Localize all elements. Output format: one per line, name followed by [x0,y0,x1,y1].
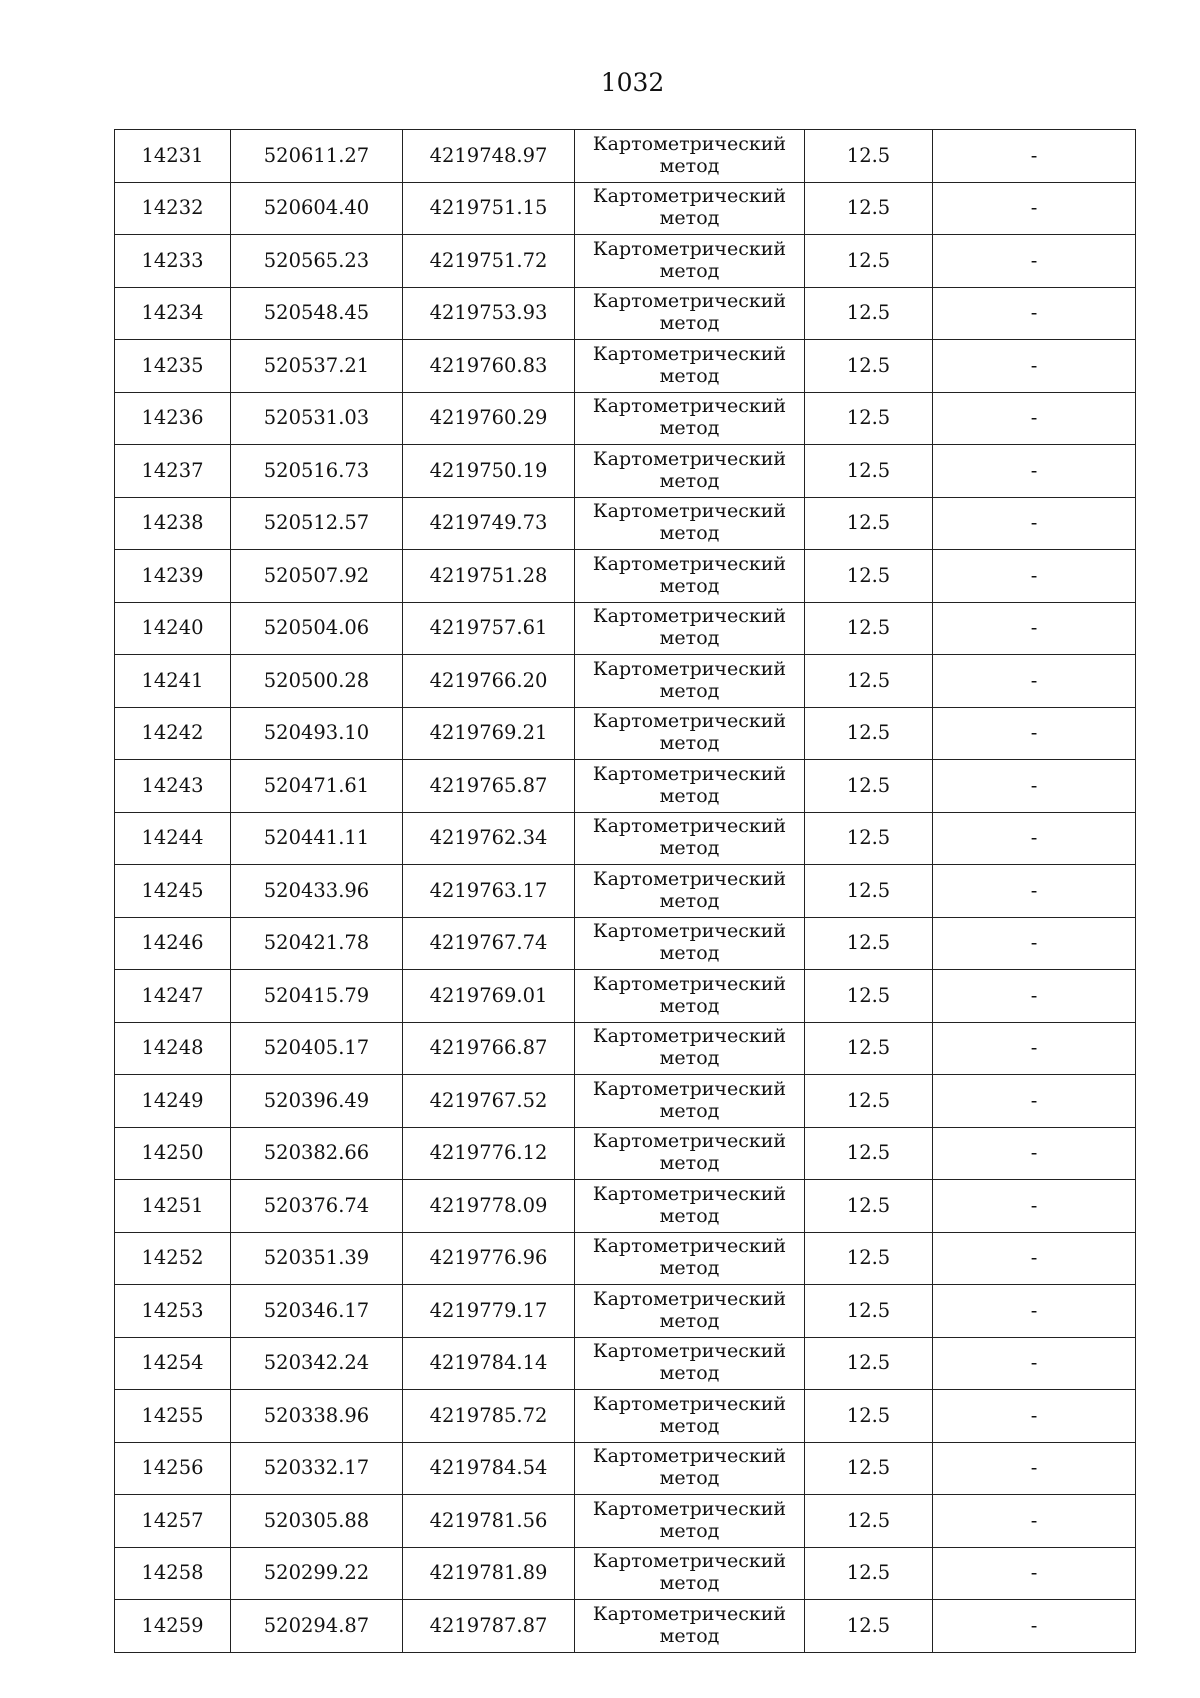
note-cell: - [933,707,1136,760]
point-number-cell: 14253 [115,1285,231,1338]
note-cell: - [933,287,1136,340]
x-coordinate-cell: 520500.28 [231,655,403,708]
note-cell: - [933,1127,1136,1180]
point-number-cell: 14259 [115,1600,231,1653]
precision-cell: 12.5 [805,1495,933,1548]
x-coordinate-cell: 520604.40 [231,182,403,235]
note-cell: - [933,1442,1136,1495]
method-cell: Картометрический метод [575,497,805,550]
method-cell: Картометрический метод [575,707,805,760]
y-coordinate-cell: 4219760.83 [403,340,575,393]
method-cell: Картометрический метод [575,917,805,970]
y-coordinate-cell: 4219781.89 [403,1547,575,1600]
table-row [115,340,1136,393]
note-cell: - [933,812,1136,865]
table-row [115,1127,1136,1180]
table-row [115,445,1136,498]
point-number-cell: 14234 [115,287,231,340]
table-row [115,812,1136,865]
method-cell: Картометрический метод [575,602,805,655]
point-number-cell: 14255 [115,1390,231,1443]
point-number-cell: 14232 [115,182,231,235]
table-row [115,1285,1136,1338]
y-coordinate-cell: 4219762.34 [403,812,575,865]
precision-cell: 12.5 [805,865,933,918]
x-coordinate-cell: 520299.22 [231,1547,403,1600]
method-cell: Картометрический метод [575,865,805,918]
table-row [115,865,1136,918]
precision-cell: 12.5 [805,917,933,970]
y-coordinate-cell: 4219749.73 [403,497,575,550]
point-number-cell: 14237 [115,445,231,498]
point-number-cell: 14242 [115,707,231,760]
table-row [115,550,1136,603]
method-cell: Картометрический метод [575,1022,805,1075]
table-row [115,182,1136,235]
coordinates-table-body [115,130,1136,1653]
method-cell: Картометрический метод [575,970,805,1023]
note-cell: - [933,1495,1136,1548]
method-cell: Картометрический метод [575,1127,805,1180]
precision-cell: 12.5 [805,602,933,655]
table-row [115,497,1136,550]
point-number-cell: 14249 [115,1075,231,1128]
y-coordinate-cell: 4219784.14 [403,1337,575,1390]
x-coordinate-cell: 520405.17 [231,1022,403,1075]
y-coordinate-cell: 4219766.20 [403,655,575,708]
table-row [115,1600,1136,1653]
point-number-cell: 14248 [115,1022,231,1075]
method-cell: Картометрический метод [575,1390,805,1443]
table-row [115,1390,1136,1443]
precision-cell: 12.5 [805,1547,933,1600]
x-coordinate-cell: 520376.74 [231,1180,403,1233]
table-row [115,707,1136,760]
y-coordinate-cell: 4219767.74 [403,917,575,970]
x-coordinate-cell: 520305.88 [231,1495,403,1548]
precision-cell: 12.5 [805,1180,933,1233]
method-cell: Картометрический метод [575,130,805,183]
point-number-cell: 14236 [115,392,231,445]
y-coordinate-cell: 4219763.17 [403,865,575,918]
y-coordinate-cell: 4219751.28 [403,550,575,603]
precision-cell: 12.5 [805,235,933,288]
point-number-cell: 14231 [115,130,231,183]
y-coordinate-cell: 4219778.09 [403,1180,575,1233]
y-coordinate-cell: 4219765.87 [403,760,575,813]
precision-cell: 12.5 [805,1442,933,1495]
x-coordinate-cell: 520346.17 [231,1285,403,1338]
precision-cell: 12.5 [805,287,933,340]
note-cell: - [933,1022,1136,1075]
method-cell: Картометрический метод [575,1600,805,1653]
precision-cell: 12.5 [805,130,933,183]
y-coordinate-cell: 4219787.87 [403,1600,575,1653]
table-row [115,287,1136,340]
x-coordinate-cell: 520396.49 [231,1075,403,1128]
x-coordinate-cell: 520516.73 [231,445,403,498]
page-number: 1032 [600,68,665,97]
point-number-cell: 14246 [115,917,231,970]
method-cell: Картометрический метод [575,1337,805,1390]
table-row [115,1075,1136,1128]
precision-cell: 12.5 [805,1075,933,1128]
x-coordinate-cell: 520342.24 [231,1337,403,1390]
table-row [115,392,1136,445]
table-row [115,602,1136,655]
precision-cell: 12.5 [805,340,933,393]
y-coordinate-cell: 4219751.72 [403,235,575,288]
method-cell: Картометрический метод [575,1285,805,1338]
point-number-cell: 14250 [115,1127,231,1180]
x-coordinate-cell: 520433.96 [231,865,403,918]
point-number-cell: 14252 [115,1232,231,1285]
y-coordinate-cell: 4219751.15 [403,182,575,235]
point-number-cell: 14238 [115,497,231,550]
method-cell: Картометрический метод [575,1180,805,1233]
y-coordinate-cell: 4219776.96 [403,1232,575,1285]
x-coordinate-cell: 520531.03 [231,392,403,445]
note-cell: - [933,1180,1136,1233]
x-coordinate-cell: 520512.57 [231,497,403,550]
y-coordinate-cell: 4219779.17 [403,1285,575,1338]
table-row [115,655,1136,708]
method-cell: Картометрический метод [575,340,805,393]
y-coordinate-cell: 4219750.19 [403,445,575,498]
x-coordinate-cell: 520382.66 [231,1127,403,1180]
method-cell: Картометрический метод [575,235,805,288]
x-coordinate-cell: 520504.06 [231,602,403,655]
x-coordinate-cell: 520421.78 [231,917,403,970]
precision-cell: 12.5 [805,760,933,813]
note-cell: - [933,970,1136,1023]
method-cell: Картометрический метод [575,287,805,340]
x-coordinate-cell: 520493.10 [231,707,403,760]
method-cell: Картометрический метод [575,392,805,445]
precision-cell: 12.5 [805,392,933,445]
y-coordinate-cell: 4219766.87 [403,1022,575,1075]
method-cell: Картометрический метод [575,1075,805,1128]
note-cell: - [933,445,1136,498]
table-row [115,917,1136,970]
note-cell: - [933,235,1136,288]
note-cell: - [933,1390,1136,1443]
method-cell: Картометрический метод [575,1547,805,1600]
x-coordinate-cell: 520537.21 [231,340,403,393]
y-coordinate-cell: 4219784.54 [403,1442,575,1495]
point-number-cell: 14258 [115,1547,231,1600]
table-row [115,1180,1136,1233]
note-cell: - [933,1600,1136,1653]
table-row [115,1337,1136,1390]
x-coordinate-cell: 520471.61 [231,760,403,813]
point-number-cell: 14247 [115,970,231,1023]
note-cell: - [933,865,1136,918]
x-coordinate-cell: 520294.87 [231,1600,403,1653]
note-cell: - [933,392,1136,445]
note-cell: - [933,1075,1136,1128]
note-cell: - [933,130,1136,183]
note-cell: - [933,1285,1136,1338]
point-number-cell: 14254 [115,1337,231,1390]
y-coordinate-cell: 4219753.93 [403,287,575,340]
precision-cell: 12.5 [805,1022,933,1075]
point-number-cell: 14240 [115,602,231,655]
point-number-cell: 14256 [115,1442,231,1495]
y-coordinate-cell: 4219776.12 [403,1127,575,1180]
method-cell: Картометрический метод [575,550,805,603]
table-row [115,1022,1136,1075]
precision-cell: 12.5 [805,970,933,1023]
precision-cell: 12.5 [805,655,933,708]
point-number-cell: 14239 [115,550,231,603]
note-cell: - [933,340,1136,393]
note-cell: - [933,655,1136,708]
point-number-cell: 14235 [115,340,231,393]
y-coordinate-cell: 4219748.97 [403,130,575,183]
x-coordinate-cell: 520338.96 [231,1390,403,1443]
y-coordinate-cell: 4219767.52 [403,1075,575,1128]
y-coordinate-cell: 4219760.29 [403,392,575,445]
precision-cell: 12.5 [805,707,933,760]
table-row [115,1495,1136,1548]
precision-cell: 12.5 [805,1390,933,1443]
precision-cell: 12.5 [805,1232,933,1285]
method-cell: Картометрический метод [575,445,805,498]
precision-cell: 12.5 [805,1285,933,1338]
table-row [115,1232,1136,1285]
note-cell: - [933,497,1136,550]
precision-cell: 12.5 [805,1600,933,1653]
point-number-cell: 14244 [115,812,231,865]
precision-cell: 12.5 [805,812,933,865]
precision-cell: 12.5 [805,1337,933,1390]
precision-cell: 12.5 [805,550,933,603]
y-coordinate-cell: 4219769.01 [403,970,575,1023]
point-number-cell: 14233 [115,235,231,288]
y-coordinate-cell: 4219757.61 [403,602,575,655]
note-cell: - [933,550,1136,603]
method-cell: Картометрический метод [575,655,805,708]
method-cell: Картометрический метод [575,1232,805,1285]
method-cell: Картометрический метод [575,760,805,813]
table-row [115,235,1136,288]
x-coordinate-cell: 520565.23 [231,235,403,288]
precision-cell: 12.5 [805,1127,933,1180]
precision-cell: 12.5 [805,497,933,550]
method-cell: Картометрический метод [575,812,805,865]
point-number-cell: 14251 [115,1180,231,1233]
method-cell: Картометрический метод [575,1495,805,1548]
x-coordinate-cell: 520332.17 [231,1442,403,1495]
coordinates-table [114,129,1136,1653]
table-row [115,1442,1136,1495]
x-coordinate-cell: 520548.45 [231,287,403,340]
precision-cell: 12.5 [805,182,933,235]
point-number-cell: 14245 [115,865,231,918]
point-number-cell: 14241 [115,655,231,708]
note-cell: - [933,1547,1136,1600]
y-coordinate-cell: 4219769.21 [403,707,575,760]
x-coordinate-cell: 520507.92 [231,550,403,603]
note-cell: - [933,917,1136,970]
point-number-cell: 14257 [115,1495,231,1548]
point-number-cell: 14243 [115,760,231,813]
table-row [115,970,1136,1023]
note-cell: - [933,602,1136,655]
note-cell: - [933,1232,1136,1285]
y-coordinate-cell: 4219785.72 [403,1390,575,1443]
x-coordinate-cell: 520351.39 [231,1232,403,1285]
note-cell: - [933,1337,1136,1390]
x-coordinate-cell: 520415.79 [231,970,403,1023]
method-cell: Картометрический метод [575,1442,805,1495]
y-coordinate-cell: 4219781.56 [403,1495,575,1548]
method-cell: Картометрический метод [575,182,805,235]
x-coordinate-cell: 520441.11 [231,812,403,865]
note-cell: - [933,760,1136,813]
x-coordinate-cell: 520611.27 [231,130,403,183]
precision-cell: 12.5 [805,445,933,498]
note-cell: - [933,182,1136,235]
table-row [115,1547,1136,1600]
table-row [115,760,1136,813]
table-row [115,130,1136,183]
